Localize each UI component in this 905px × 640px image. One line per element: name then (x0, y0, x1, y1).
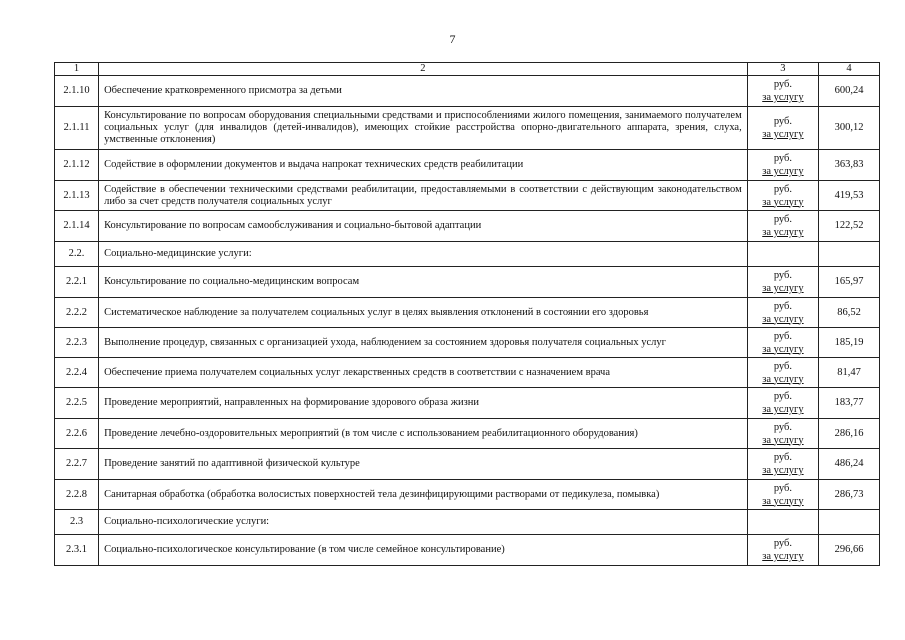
section-row (55, 510, 880, 535)
service-unit (747, 358, 818, 388)
empty-cell (819, 242, 880, 267)
service-unit (747, 107, 818, 150)
section-row (55, 242, 880, 267)
service-name: Обеспечение кратковременного присмотра за детьми (99, 76, 748, 107)
unit-currency: руб. (773, 330, 793, 342)
table-body (55, 76, 880, 566)
section-title: Социально-медицинские услуги: (99, 242, 748, 267)
table-row (55, 211, 880, 242)
table-row (55, 480, 880, 510)
table-row (55, 358, 880, 388)
service-unit (747, 76, 818, 107)
table-row (55, 298, 880, 328)
unit-per-service: за услугу (762, 129, 804, 140)
service-code: 2.1.11 (55, 107, 99, 150)
service-price: 86,52 (819, 298, 880, 328)
service-code: 2.1.13 (55, 181, 99, 211)
table-row (55, 449, 880, 480)
service-name: Консультирование по вопросам самообслуживания и социально-бытовой адаптации (99, 211, 748, 242)
section-title: Социально-психологические услуги: (99, 510, 748, 535)
unit-currency: руб. (773, 183, 793, 195)
service-price: 81,47 (819, 358, 880, 388)
unit-per-service: за услугу (762, 434, 804, 446)
empty-cell (747, 510, 818, 535)
service-code: 2.1.12 (55, 150, 99, 181)
service-name: Проведение мероприятий, направленных на формирование здорового образа жизни (99, 388, 748, 419)
unit-currency: руб. (773, 79, 793, 90)
unit-per-service: за услугу (762, 313, 804, 325)
service-code: 2.2.7 (55, 449, 99, 480)
service-code: 2.1.14 (55, 211, 99, 242)
service-code: 2.1.10 (55, 76, 99, 107)
service-price: 486,24 (819, 449, 880, 480)
service-unit (747, 388, 818, 419)
column-header-unit: 3 (747, 63, 818, 76)
service-code: 2.2.1 (55, 267, 99, 298)
service-code: 2.3.1 (55, 535, 99, 566)
service-price: 419,53 (819, 181, 880, 211)
section-code: 2.3 (55, 510, 99, 535)
unit-currency: руб. (773, 538, 793, 549)
column-header-price: 4 (819, 63, 880, 76)
service-price: 363,83 (819, 150, 880, 181)
service-unit (747, 150, 818, 181)
table-row (55, 150, 880, 181)
unit-per-service: за услугу (762, 227, 804, 238)
service-unit (747, 419, 818, 449)
service-name: Консультирование по социально-медицинским вопросам (99, 267, 748, 298)
table-row (55, 107, 880, 150)
unit-currency: руб. (773, 214, 793, 225)
service-unit (747, 480, 818, 510)
table-row (55, 388, 880, 419)
service-unit (747, 211, 818, 242)
unit-currency: руб. (773, 360, 793, 372)
empty-cell (819, 510, 880, 535)
unit-currency: руб. (773, 482, 793, 494)
service-code: 2.2.5 (55, 388, 99, 419)
service-price: 286,16 (819, 419, 880, 449)
unit-currency: руб. (773, 421, 793, 433)
service-name: Систематическое наблюдение за получателем социальных услуг в целях выявления отклонений в состоянии его здоровья (99, 298, 748, 328)
empty-cell (747, 242, 818, 267)
service-price: 286,73 (819, 480, 880, 510)
service-code: 2.2.8 (55, 480, 99, 510)
column-header-name: 2 (99, 63, 748, 76)
unit-per-service: за услугу (762, 495, 804, 507)
service-unit (747, 449, 818, 480)
unit-currency: руб. (773, 391, 793, 402)
service-name: Санитарная обработка (обработка волосистых поверхностей тела дезинфицирующими растворами от педикулеза, помывка) (99, 480, 748, 510)
service-name: Содействие в оформлении документов и выдача напрокат технических средств реабилитации (99, 150, 748, 181)
service-price: 300,12 (819, 107, 880, 150)
unit-currency: руб. (773, 452, 793, 463)
unit-per-service: за услугу (762, 92, 804, 103)
unit-currency: руб. (773, 300, 793, 312)
header-row (55, 63, 880, 76)
service-name: Проведение лечебно-оздоровительных мероприятий (в том числе с использованием реабилитационного оборудования) (99, 419, 748, 449)
service-price: 165,97 (819, 267, 880, 298)
service-unit (747, 181, 818, 211)
unit-currency: руб. (773, 116, 793, 127)
service-name: Проведение занятий по адаптивной физической культуре (99, 449, 748, 480)
page-number: 7 (449, 32, 456, 46)
service-unit (747, 298, 818, 328)
service-price: 185,19 (819, 328, 880, 358)
service-unit (747, 535, 818, 566)
service-code: 2.2.3 (55, 328, 99, 358)
tariff-table (54, 62, 880, 566)
service-name: Консультирование по вопросам оборудования специальными средствами и приспособлениями жилого помещения, занимаемого получателем социальных услуг (для инвалидов (детей-инвалидов), имеющих стойкие расстройства опорно-двигательного аппарата, зрения, слуха, умственные отклонения) (99, 107, 748, 150)
service-unit (747, 267, 818, 298)
service-name: Выполнение процедур, связанных с организацией ухода, наблюдением за состоянием здоровья получателя социальных услуг (99, 328, 748, 358)
unit-currency: руб. (773, 270, 793, 281)
table-row (55, 535, 880, 566)
service-unit (747, 328, 818, 358)
table-row (55, 267, 880, 298)
unit-per-service: за услугу (762, 551, 804, 562)
unit-currency: руб. (773, 153, 793, 164)
unit-per-service: за услугу (762, 283, 804, 294)
section-code: 2.2. (55, 242, 99, 267)
unit-per-service: за услугу (762, 404, 804, 415)
table-row (55, 76, 880, 107)
unit-per-service: за услугу (762, 465, 804, 476)
unit-per-service: за услугу (762, 343, 804, 355)
table-row (55, 419, 880, 449)
service-code: 2.2.2 (55, 298, 99, 328)
table-row (55, 328, 880, 358)
service-name: Обеспечение приема получателем социальных услуг лекарственных средств в соответствии с назначением врача (99, 358, 748, 388)
service-price: 600,24 (819, 76, 880, 107)
unit-per-service: за услугу (762, 196, 804, 208)
service-price: 296,66 (819, 535, 880, 566)
service-name: Содействие в обеспечении техническими средствами реабилитации, предоставляемыми в соответствии с действующим законодательством либо за счет средств получателя социальных услуг (99, 181, 748, 211)
service-name: Социально-психологическое консультирование (в том числе семейное консультирование) (99, 535, 748, 566)
unit-per-service: за услугу (762, 373, 804, 385)
unit-per-service: за услугу (762, 166, 804, 177)
column-header-code: 1 (55, 63, 99, 76)
service-code: 2.2.4 (55, 358, 99, 388)
table-row (55, 181, 880, 211)
service-code: 2.2.6 (55, 419, 99, 449)
service-price: 122,52 (819, 211, 880, 242)
service-price: 183,77 (819, 388, 880, 419)
